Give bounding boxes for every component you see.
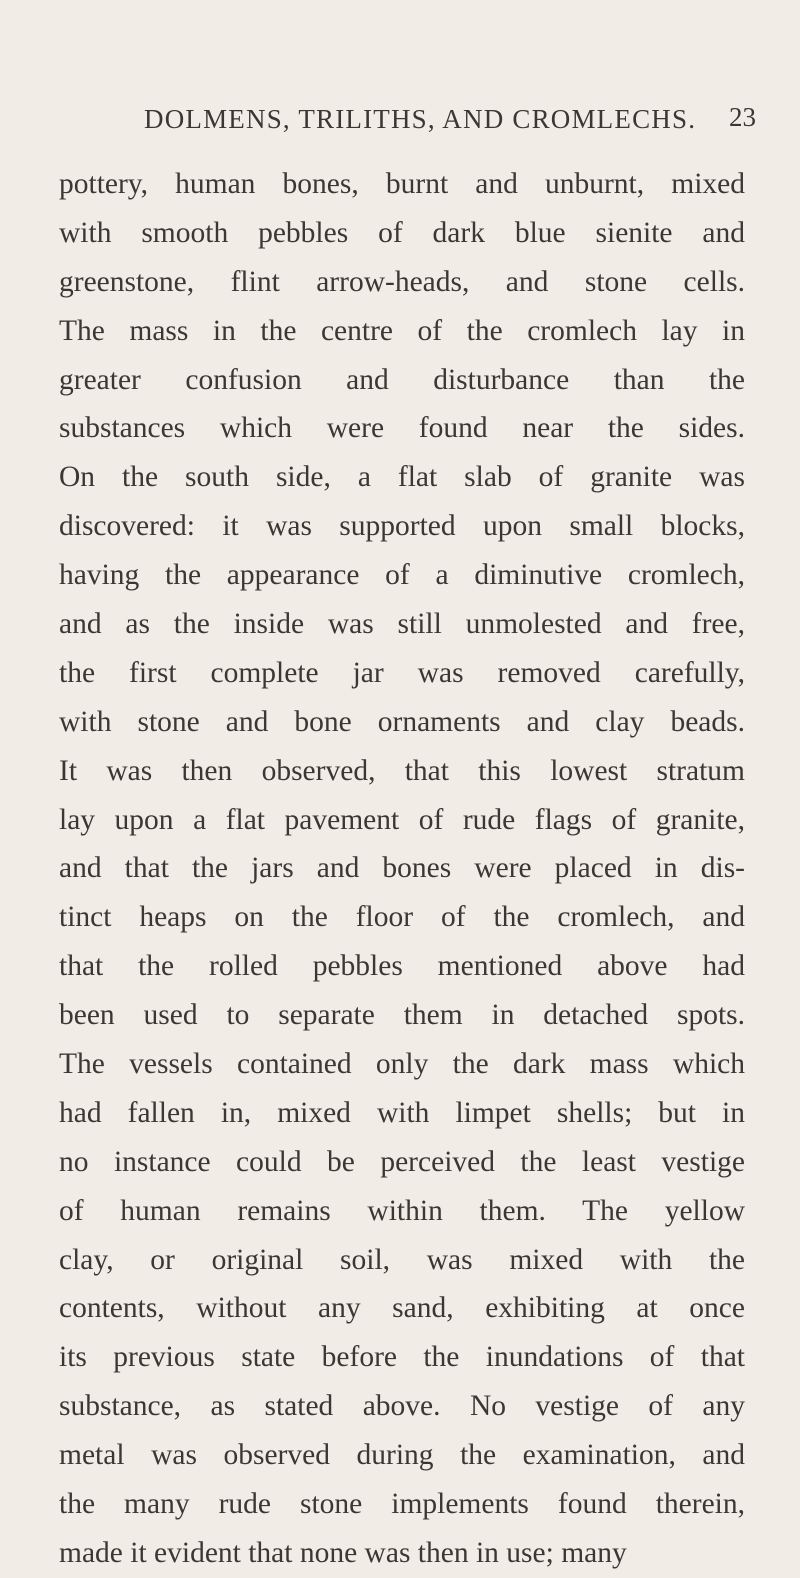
text-line: discovered: it was supported upon small blocks, [59, 510, 745, 543]
text-line: On the south side, a flat slab of granite was [59, 461, 745, 494]
text-line: greenstone, flint arrow-heads, and stone cells. [59, 265, 745, 298]
text-line: of human remains within them. The yellow [59, 1194, 745, 1227]
text-line: had fallen in, mixed with limpet shells; but in [59, 1096, 745, 1129]
text-line: contents, without any sand, exhibiting at once [59, 1292, 745, 1325]
text-line: substances which were found near the sides. [59, 412, 745, 445]
text-line: lay upon a flat pavement of rude flags of granite, [59, 803, 745, 836]
text-line: clay, or original soil, was mixed with the [59, 1243, 745, 1276]
text-line: The vessels contained only the dark mass which [59, 1048, 745, 1081]
text-line: tinct heaps on the floor of the cromlech, and [59, 901, 745, 934]
text-line: made it evident that none was then in use; many [59, 1536, 627, 1569]
text-line: and as the inside was still unmolested and free, [59, 608, 745, 641]
text-line: having the appearance of a diminutive cromlech, [59, 559, 745, 592]
text-line: and that the jars and bones were placed in dis- [59, 852, 745, 885]
text-line: substance, as stated above. No vestige of any [59, 1390, 745, 1423]
text-line: with stone and bone ornaments and clay beads. [59, 705, 745, 738]
text-line: It was then observed, that this lowest stratum [59, 754, 745, 787]
page-number: 23 [729, 102, 756, 132]
text-line: The mass in the centre of the cromlech lay in [59, 314, 745, 347]
running-head: DOLMENS, TRILITHS, AND CROMLECHS. [144, 104, 697, 134]
text-line: metal was observed during the examination, and [59, 1439, 745, 1472]
text-line: no instance could be perceived the least vestige [59, 1145, 745, 1178]
text-line: pottery, human bones, burnt and unburnt, mixed [59, 168, 745, 200]
text-line: the many rude stone implements found therein, [59, 1488, 745, 1521]
text-line: been used to separate them in detached spots. [59, 999, 745, 1032]
text-line: greater confusion and disturbance than the [59, 363, 745, 396]
page-header [60, 104, 760, 144]
text-line: its previous state before the inundations of that [59, 1341, 745, 1374]
text-line: with smooth pebbles of dark blue sienite and [59, 216, 745, 249]
text-line: the first complete jar was removed carefully, [59, 656, 745, 689]
text-line: that the rolled pebbles mentioned above had [59, 950, 745, 983]
body-text [59, 160, 745, 1578]
